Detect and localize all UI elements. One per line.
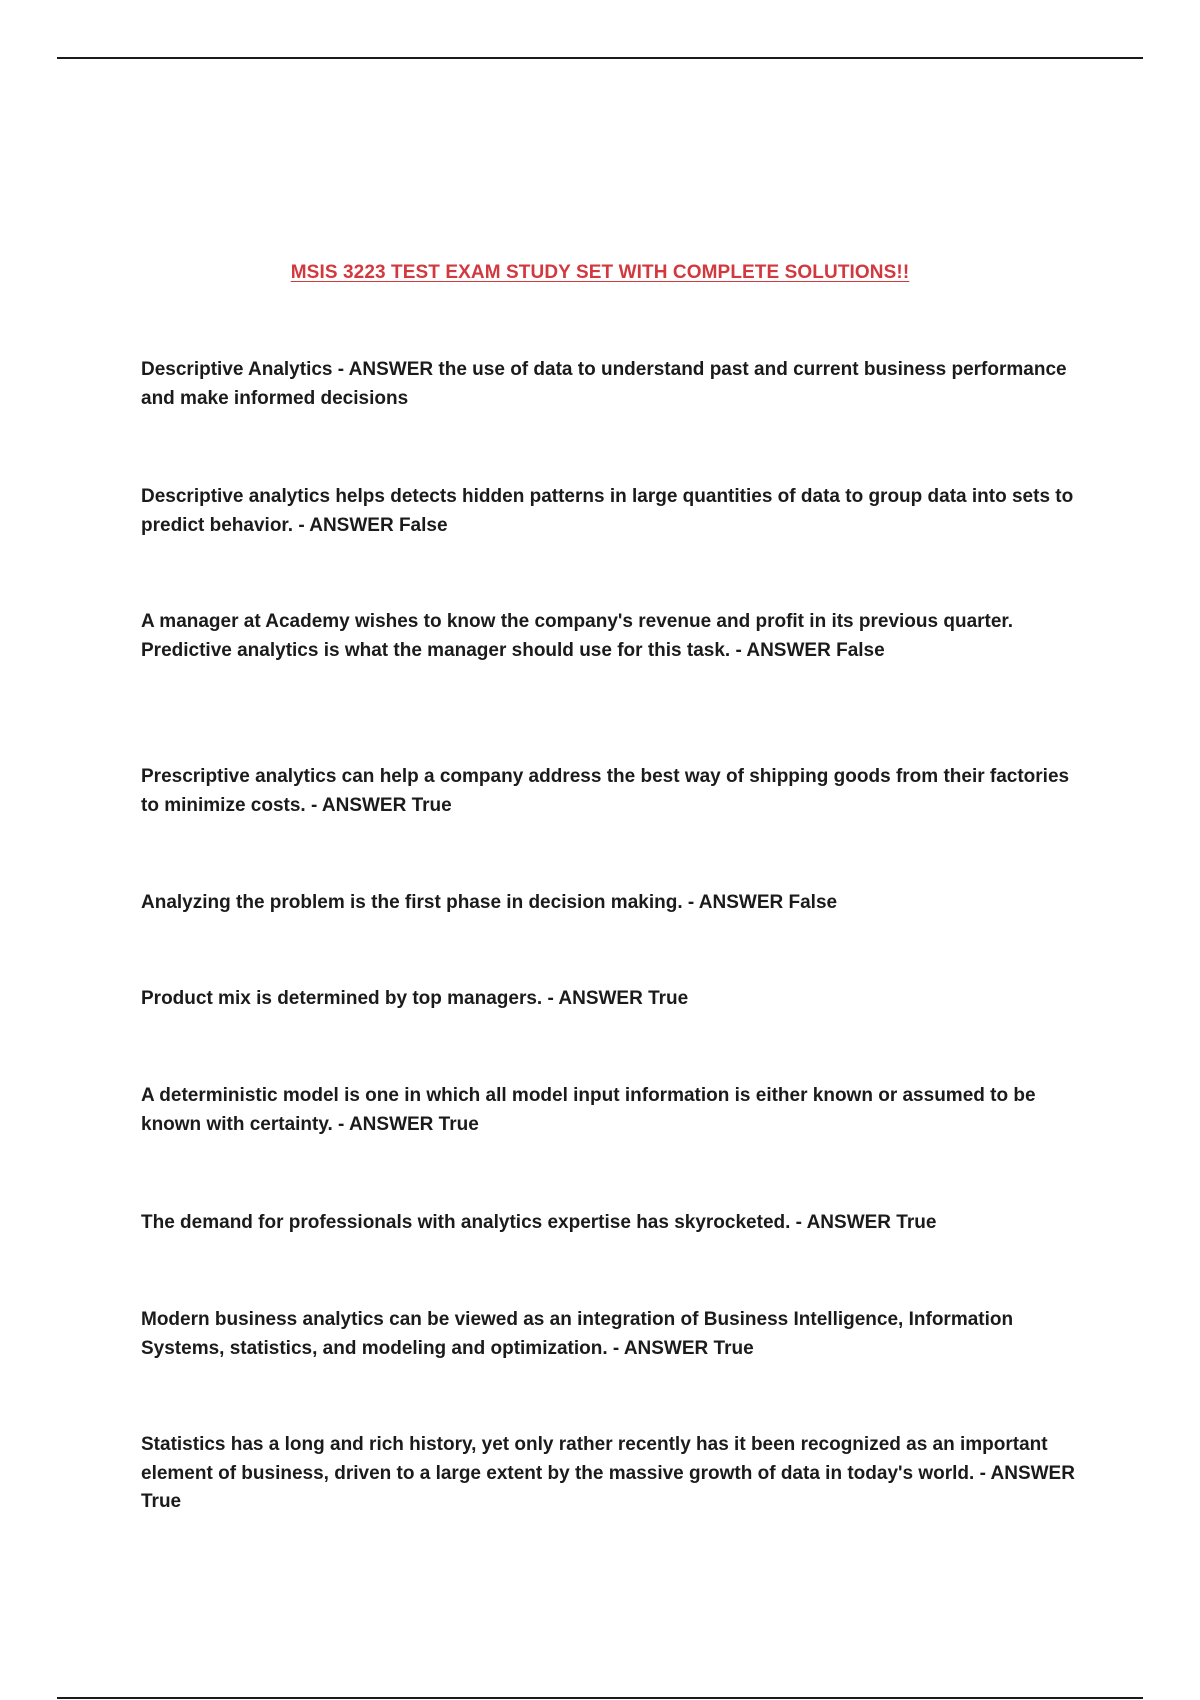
top-rule xyxy=(57,57,1143,59)
document-title: MSIS 3223 TEST EXAM STUDY SET WITH COMPLETE SOLUTIONS!! xyxy=(290,262,910,283)
qa-item: Analyzing the problem is the first phase in decision making. - ANSWER False xyxy=(141,892,838,913)
qa-item: Descriptive analytics helps detects hidden patterns in large quantities of data to group data into sets to predict behavior. - ANSWER False xyxy=(141,486,1074,536)
qa-item: A manager at Academy wishes to know the company's revenue and profit in its previous quarter. Predictive analytics is what the manager should use for this task. - ANSWER False xyxy=(141,611,1014,661)
qa-item: Prescriptive analytics can help a company address the best way of shipping goods from their factories to minimize costs. - ANSWER True xyxy=(141,766,1070,816)
qa-item: Product mix is determined by top managers. - ANSWER True xyxy=(141,988,689,1009)
qa-item: The demand for professionals with analytics expertise has skyrocketed. - ANSWER True xyxy=(141,1212,937,1233)
qa-item: Modern business analytics can be viewed as an integration of Business Intelligence, Information Systems, statistics, and modeling and optimization. - ANSWER True xyxy=(141,1309,1014,1359)
qa-item: Descriptive Analytics - ANSWER the use of data to understand past and current business performance and make informed decisions xyxy=(141,359,1067,409)
bottom-rule xyxy=(57,1697,1143,1699)
qa-item: A deterministic model is one in which all model input information is either known or assumed to be known with certainty. - ANSWER True xyxy=(141,1085,1036,1135)
qa-item: Statistics has a long and rich history, yet only rather recently has it been recognized as an important element of business, driven to a large extent by the massive growth of data in today's world. - ANSWER True xyxy=(141,1434,1075,1512)
